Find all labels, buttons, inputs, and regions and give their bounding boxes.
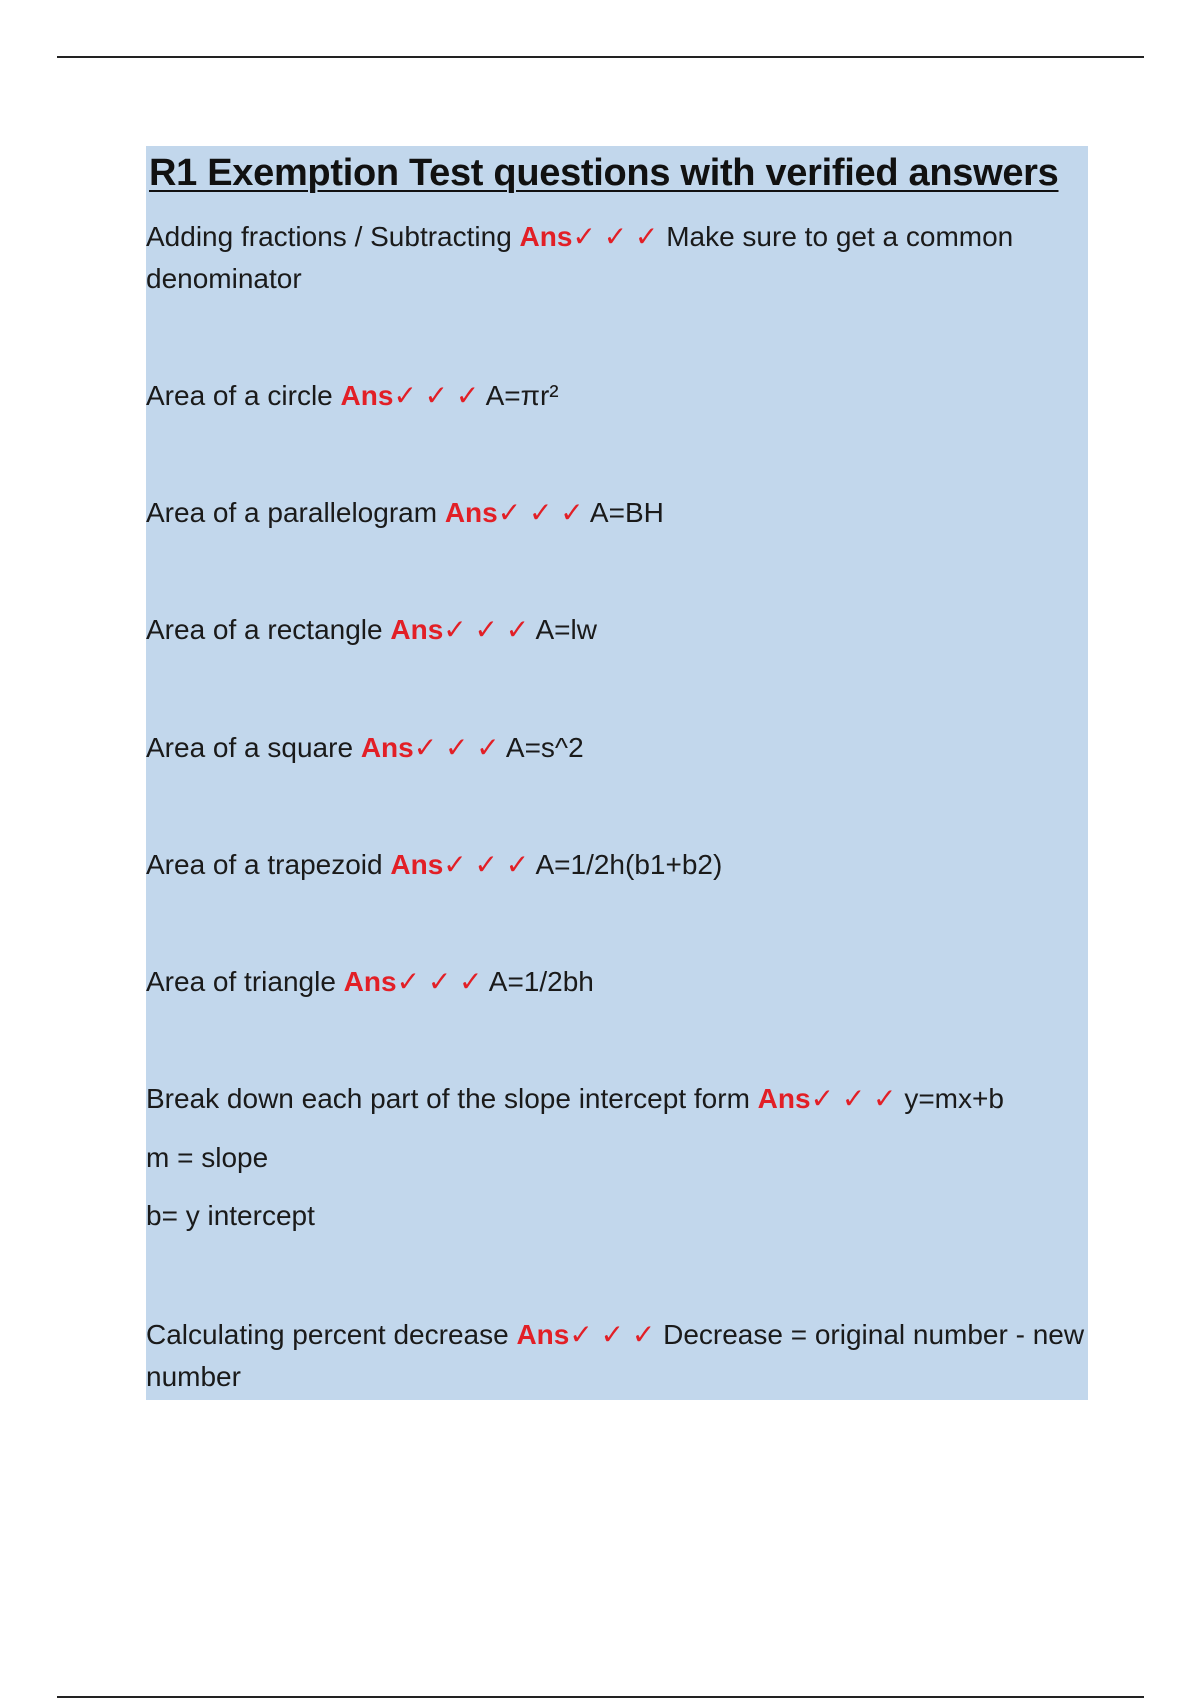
qa-item-area-square	[146, 727, 1088, 769]
answer-text: A=1/2h(b1+b2)	[535, 849, 723, 880]
checkmark-icon: ✓ ✓ ✓	[393, 380, 480, 411]
qa-item-area-parallelogram	[146, 492, 1088, 534]
question-text: Break down each part of the slope intercept form	[146, 1083, 750, 1114]
ans-label: Ans	[390, 849, 444, 880]
answer-text: A=1/2bh	[488, 966, 594, 997]
checkmark-icon: ✓ ✓ ✓	[443, 614, 530, 645]
checkmark-icon: ✓ ✓ ✓	[413, 732, 500, 763]
ans-label: Ans	[519, 221, 573, 252]
qa-item-slope-intercept	[146, 1078, 1088, 1120]
slope-definition: m = slope	[146, 1142, 269, 1173]
question-text: Adding fractions / Subtracting	[146, 221, 512, 252]
question-text: Calculating percent decrease	[146, 1319, 509, 1350]
ans-label: Ans	[343, 966, 397, 997]
answer-text: Decrease = original number - new number	[146, 1319, 1085, 1392]
footer-rule	[57, 1696, 1144, 1698]
question-text: Area of a trapezoid	[146, 849, 383, 880]
qa-item-area-rectangle	[146, 609, 1088, 651]
intercept-definition: b= y intercept	[146, 1200, 315, 1231]
checkmark-icon: ✓ ✓ ✓	[497, 497, 584, 528]
qa-item-area-trapezoid	[146, 844, 1088, 886]
question-text: Area of a rectangle	[146, 614, 383, 645]
qa-item-area-circle	[146, 375, 1088, 417]
answer-text: A=πr²	[485, 380, 559, 411]
answer-text: Make sure to get a common denominator	[146, 221, 1014, 294]
checkmark-icon: ✓ ✓ ✓	[443, 849, 530, 880]
question-text: Area of a square	[146, 732, 354, 763]
ans-label: Ans	[516, 1319, 570, 1350]
qa-item-adding-fractions	[146, 216, 1088, 300]
qa-item-percent-decrease	[146, 1314, 1088, 1398]
checkmark-icon: ✓ ✓ ✓	[396, 966, 483, 997]
ans-label: Ans	[390, 614, 444, 645]
ans-label: Ans	[444, 497, 498, 528]
highlighted-content	[146, 146, 1088, 1400]
ans-label: Ans	[360, 732, 414, 763]
answer-text: A=s^2	[505, 732, 584, 763]
header-rule	[57, 56, 1144, 58]
question-text: Area of a parallelogram	[146, 497, 438, 528]
ans-label: Ans	[757, 1083, 811, 1114]
document-title: R1 Exemption Test questions with verified answers	[149, 152, 1059, 194]
ans-label: Ans	[340, 380, 394, 411]
answer-text: A=lw	[535, 614, 597, 645]
answer-text: A=BH	[589, 497, 664, 528]
qa-item-area-triangle	[146, 961, 1088, 1003]
checkmark-icon: ✓ ✓ ✓	[810, 1083, 897, 1114]
answer-text: y=mx+b	[904, 1083, 1004, 1114]
checkmark-icon: ✓ ✓ ✓	[572, 221, 659, 252]
question-text: Area of a circle	[146, 380, 333, 411]
checkmark-icon: ✓ ✓ ✓	[569, 1319, 656, 1350]
question-text: Area of triangle	[146, 966, 336, 997]
